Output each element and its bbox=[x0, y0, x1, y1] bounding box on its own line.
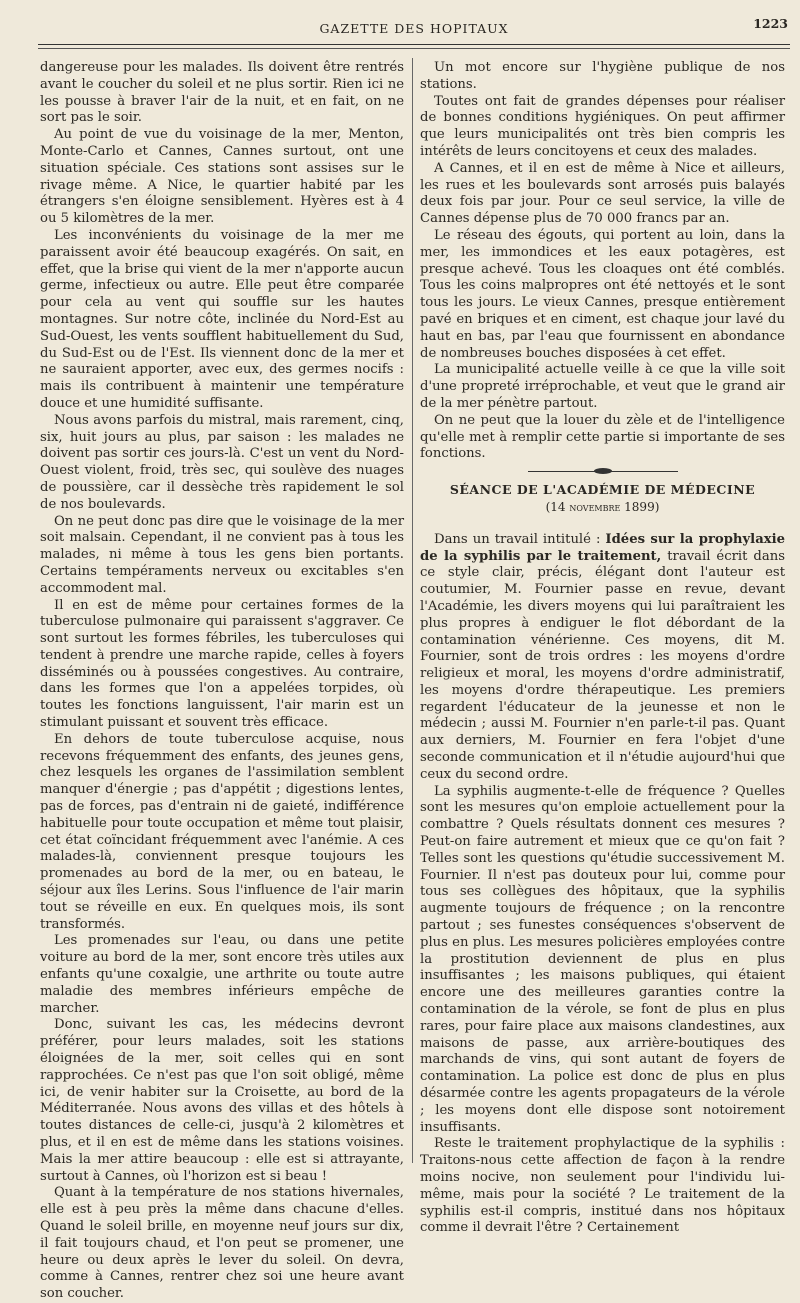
section-title: SÉANCE DE L'ACADÉMIE DE MÉDECINE bbox=[449, 482, 756, 498]
paragraph bbox=[420, 532, 785, 784]
paragraph: Nous avons parfois du mistral, mais rarement, cinq, six, huit jours au plus, par saison : les malades ne doivent pas sortir ces jours-là. C'est un vent du Nord-Ouest violent, froid, très sec, qui soulève des nuages de poussière, car il dessèche très rapidement le sol de nos boulevards. bbox=[40, 412, 404, 512]
column-divider bbox=[412, 58, 413, 1163]
header-rule-thin bbox=[38, 48, 790, 49]
paragraph: Au point de vue du voisinage de la mer, Menton, Monte-Carlo et Cannes, Cannes surtout, ont une situation spéciale. Ces stations sont assises sur le rivage même. A Nice, le quartier habité par les étrangers s'en éloigne sensiblement. Hyères est à 4 ou 5 kilomètres de la mer. bbox=[40, 127, 404, 227]
paragraph-lead: Dans un travail intitulé : bbox=[434, 531, 606, 547]
paragraph: Un mot encore sur l'hygiène publique de nos stations. bbox=[420, 60, 785, 92]
article-title-bold: Idées sur la prophylaxie de la syphilis par le traitement, bbox=[420, 531, 786, 564]
paragraph: Les promenades sur l'eau, ou dans une petite voiture au bord de la mer, sont encore très utiles aux enfants qu'une coxalgie, une arthrite ou toute autre maladie des membres inférieurs empêche de marcher. bbox=[40, 933, 404, 1016]
paragraph: Le réseau des égouts, qui portent au loin, dans la mer, les immondices et les eaux potagères, est presque achevé. Tous les cloaques ont été comblés. Tous les coins malpropres ont été nettoyés et le sont tous les jours. Le vieux Cannes, presque entièrement pavé en briques et en ciment, est chaque jour lavé du haut en bas, par l'eau que fournissent en abondance de nombreuses bouches disposées à cet effet. bbox=[420, 227, 785, 361]
paragraph: La syphilis augmente-t-elle de fréquence ? Quelles sont les mesures qu'on emploie actuellement pour la combattre ? Quels résultats donnent ces mesures ? Peut-on faire autrement et mieux que ce qu'on fait ? Telles sont les questions qu'étudie successivement M. Fournier. Il n'est pas douteux pour lui, comme pour tous ses collègues des hôpitaux, que la syphilis augmente toujours de fréquence ; on la rencontre partout ; ses funestes conséquences s'observent de plus en plus. Les mesures policières employées contre la prostitution deviennent de plus en plus insuffisantes ; les maisons publiques, qui étaient encore une des meilleures garanties contre la contamination de la vérole, se font de plus en plus rares, pour faire place aux maisons clandestines, aux maisons de passe, aux arrière-boutiques des marchands de vins, qui sont autant de foyers de contamination. La police est donc de plus en plus désarmée contre les agents propagateurs de la vérole ; les moyens dont elle dispose sont notoirement insuffisants. bbox=[420, 783, 785, 1135]
paragraph: Il en est de même pour certaines formes de la tuberculose pulmonaire qui paraissent s'aggraver. Ce sont surtout les formes fébriles, les tuberculoses qui tendent à prendre une marche rapide, celles à foyers disséminés ou à poussées congestives. Au contraire, dans les formes que l'on a appelées torpides, où toutes les fonctions languissent, l'air marin est un stimulant puissant et souvent très efficace. bbox=[40, 597, 404, 731]
paragraph: En dehors de toute tuberculose acquise, nous recevons fréquemment des enfants, des jeunes gens, chez lesquels les organes de l'assimilation semblent manquer d'énergie ; pas d'appétit ; digestions lentes, pas de forces, pas d'entrain ni de gaieté, indifférence habituelle pour toute occupation et même tout plaisir, cet état coïncidant fréquemment avec l'anémie. A ces malades-là, conviennent presque toujours les promenades au bord de la mer, ou en bateau, le séjour aux îles Lerins. Sous l'influence de l'air marin tout se réveille en eux. En quelques mois, ils sont transformés. bbox=[40, 731, 404, 932]
left-column bbox=[40, 60, 404, 1303]
page-number: 1223 bbox=[753, 16, 788, 31]
paragraph: Toutes ont fait de grandes dépenses pour réaliser de bonnes conditions hygiéniques. On peut affirmer que leurs municipalités ont très bien compris les intérêts de leurs concitoyens et ceux des malades. bbox=[420, 93, 785, 159]
paragraph: Quant à la température de nos stations hivernales, elle est à peu près la même dans chacune d'elles. Quand le soleil brille, en moyenne neuf jours sur dix, il fait toujours chaud, et l'on peut se promener, une heure ou deux après le lever du soleil. On devra, comme à Cannes, rentrer chez soi une heure avant son coucher. bbox=[40, 1185, 404, 1302]
paragraph: A Cannes, et il en est de même à Nice et ailleurs, les rues et les boulevards sont arrosés puis balayés deux fois par jour. Pour ce seul service, la ville de Cannes dépense plus de 70 000 francs par an. bbox=[420, 160, 785, 227]
paragraph: On ne peut donc pas dire que le voisinage de la mer soit malsain. Cependant, il ne convient pas à tous les malades, ni même à tous les gens bien portants. Certains tempéraments nerveux ou excitables s'en accommodent mal. bbox=[40, 513, 404, 596]
paragraph: Donc, suivant les cas, les médecins devront préférer, pour leurs malades, soit les stations éloignées de la mer, soit celles qui en sont rapprochées. Ce n'est pas que l'on soit obligé, même ici, de venir habiter sur la Croisette, au bord de la Méditerranée. Nous avons des villas et des hôtels à toutes distances de celle-ci, jusqu'à 2 kilomètres et plus, et il en est de même dans les stations voisines. Mais la mer attire beaucoup : elle est si attrayante, surtout à Cannes, où l'horizon est si beau ! bbox=[40, 1017, 404, 1184]
header-rule-thick bbox=[38, 44, 790, 45]
page-header bbox=[38, 16, 790, 40]
right-column bbox=[420, 60, 785, 1237]
paragraph: La municipalité actuelle veille à ce que la ville soit d'une propreté irréprochable, et veut que le grand air de la mer pénètre partout. bbox=[420, 362, 785, 411]
paragraph: dangereuse pour les malades. Ils doivent être rentrés avant le coucher du soleil et ne plus sortir. Rien ici ne les pousse à braver l'air de la nuit, et en fait, on ne sort pas le soir. bbox=[40, 60, 404, 126]
paragraph: Les inconvénients du voisinage de la mer me paraissent avoir été beaucoup exagérés. On sait, en effet, que la brise qui vient de la mer n'apporte aucun germe, infectieux ou autre. Elle peut être comparée pour cela au vent qui souffle sur les hautes montagnes. Sur notre côte, inclinée du Nord-Est au Sud-Ouest, les vents soufflent habituellement du Sud, du Sud-Est ou de l'Est. Ils viennent donc de la mer et ne sauraient apporter, avec eux, des germes nocifs : mais ils contribuent à maintenir une température douce et une humidité suffisante. bbox=[40, 227, 404, 411]
paragraph: On ne peut que la louer du zèle et de l'intelligence qu'elle met à remplir cette partie si importante de ses fonctions. bbox=[420, 412, 785, 462]
section-separator bbox=[528, 471, 678, 476]
paragraph: Reste le traitement prophylactique de la syphilis : Traitons-nous cette affection de façon à la rendre moins nocive, non seulement pour l'individu lui-même, mais pour la société ? Le traitement de la syphilis est-il compris, institué dans nos hôpitaux comme il devrait l'être ? Certainement bbox=[420, 1136, 785, 1236]
journal-title: GAZETTE DES HOPITAUX bbox=[319, 21, 509, 36]
paragraph-body: travail écrit dans ce style clair, précis, élégant dont l'auteur est coutumier, M. Fournier passe en revue, devant l'Académie, les divers moyens qui lui paraîtraient les plus propres à endiguer le flot débordant de la contamination vénérienne. Ces moyens, dit M. Fournier, sont de trois ordres : les moyens d'ordre religieux et moral, les moyens d'ordre administratif, les moyens d'ordre thérapeutique. Les premiers regardent l'éducateur de la jeunesse et non le médecin ; aussi M. Fournier n'en parle-t-il pas. Quant aux derniers, M. Fournier en fera l'objet d'une seconde communication et il n'étudie aujourd'hui que ceux du second ordre. bbox=[420, 548, 785, 782]
section-date: (14 novembre 1899) bbox=[545, 499, 660, 514]
